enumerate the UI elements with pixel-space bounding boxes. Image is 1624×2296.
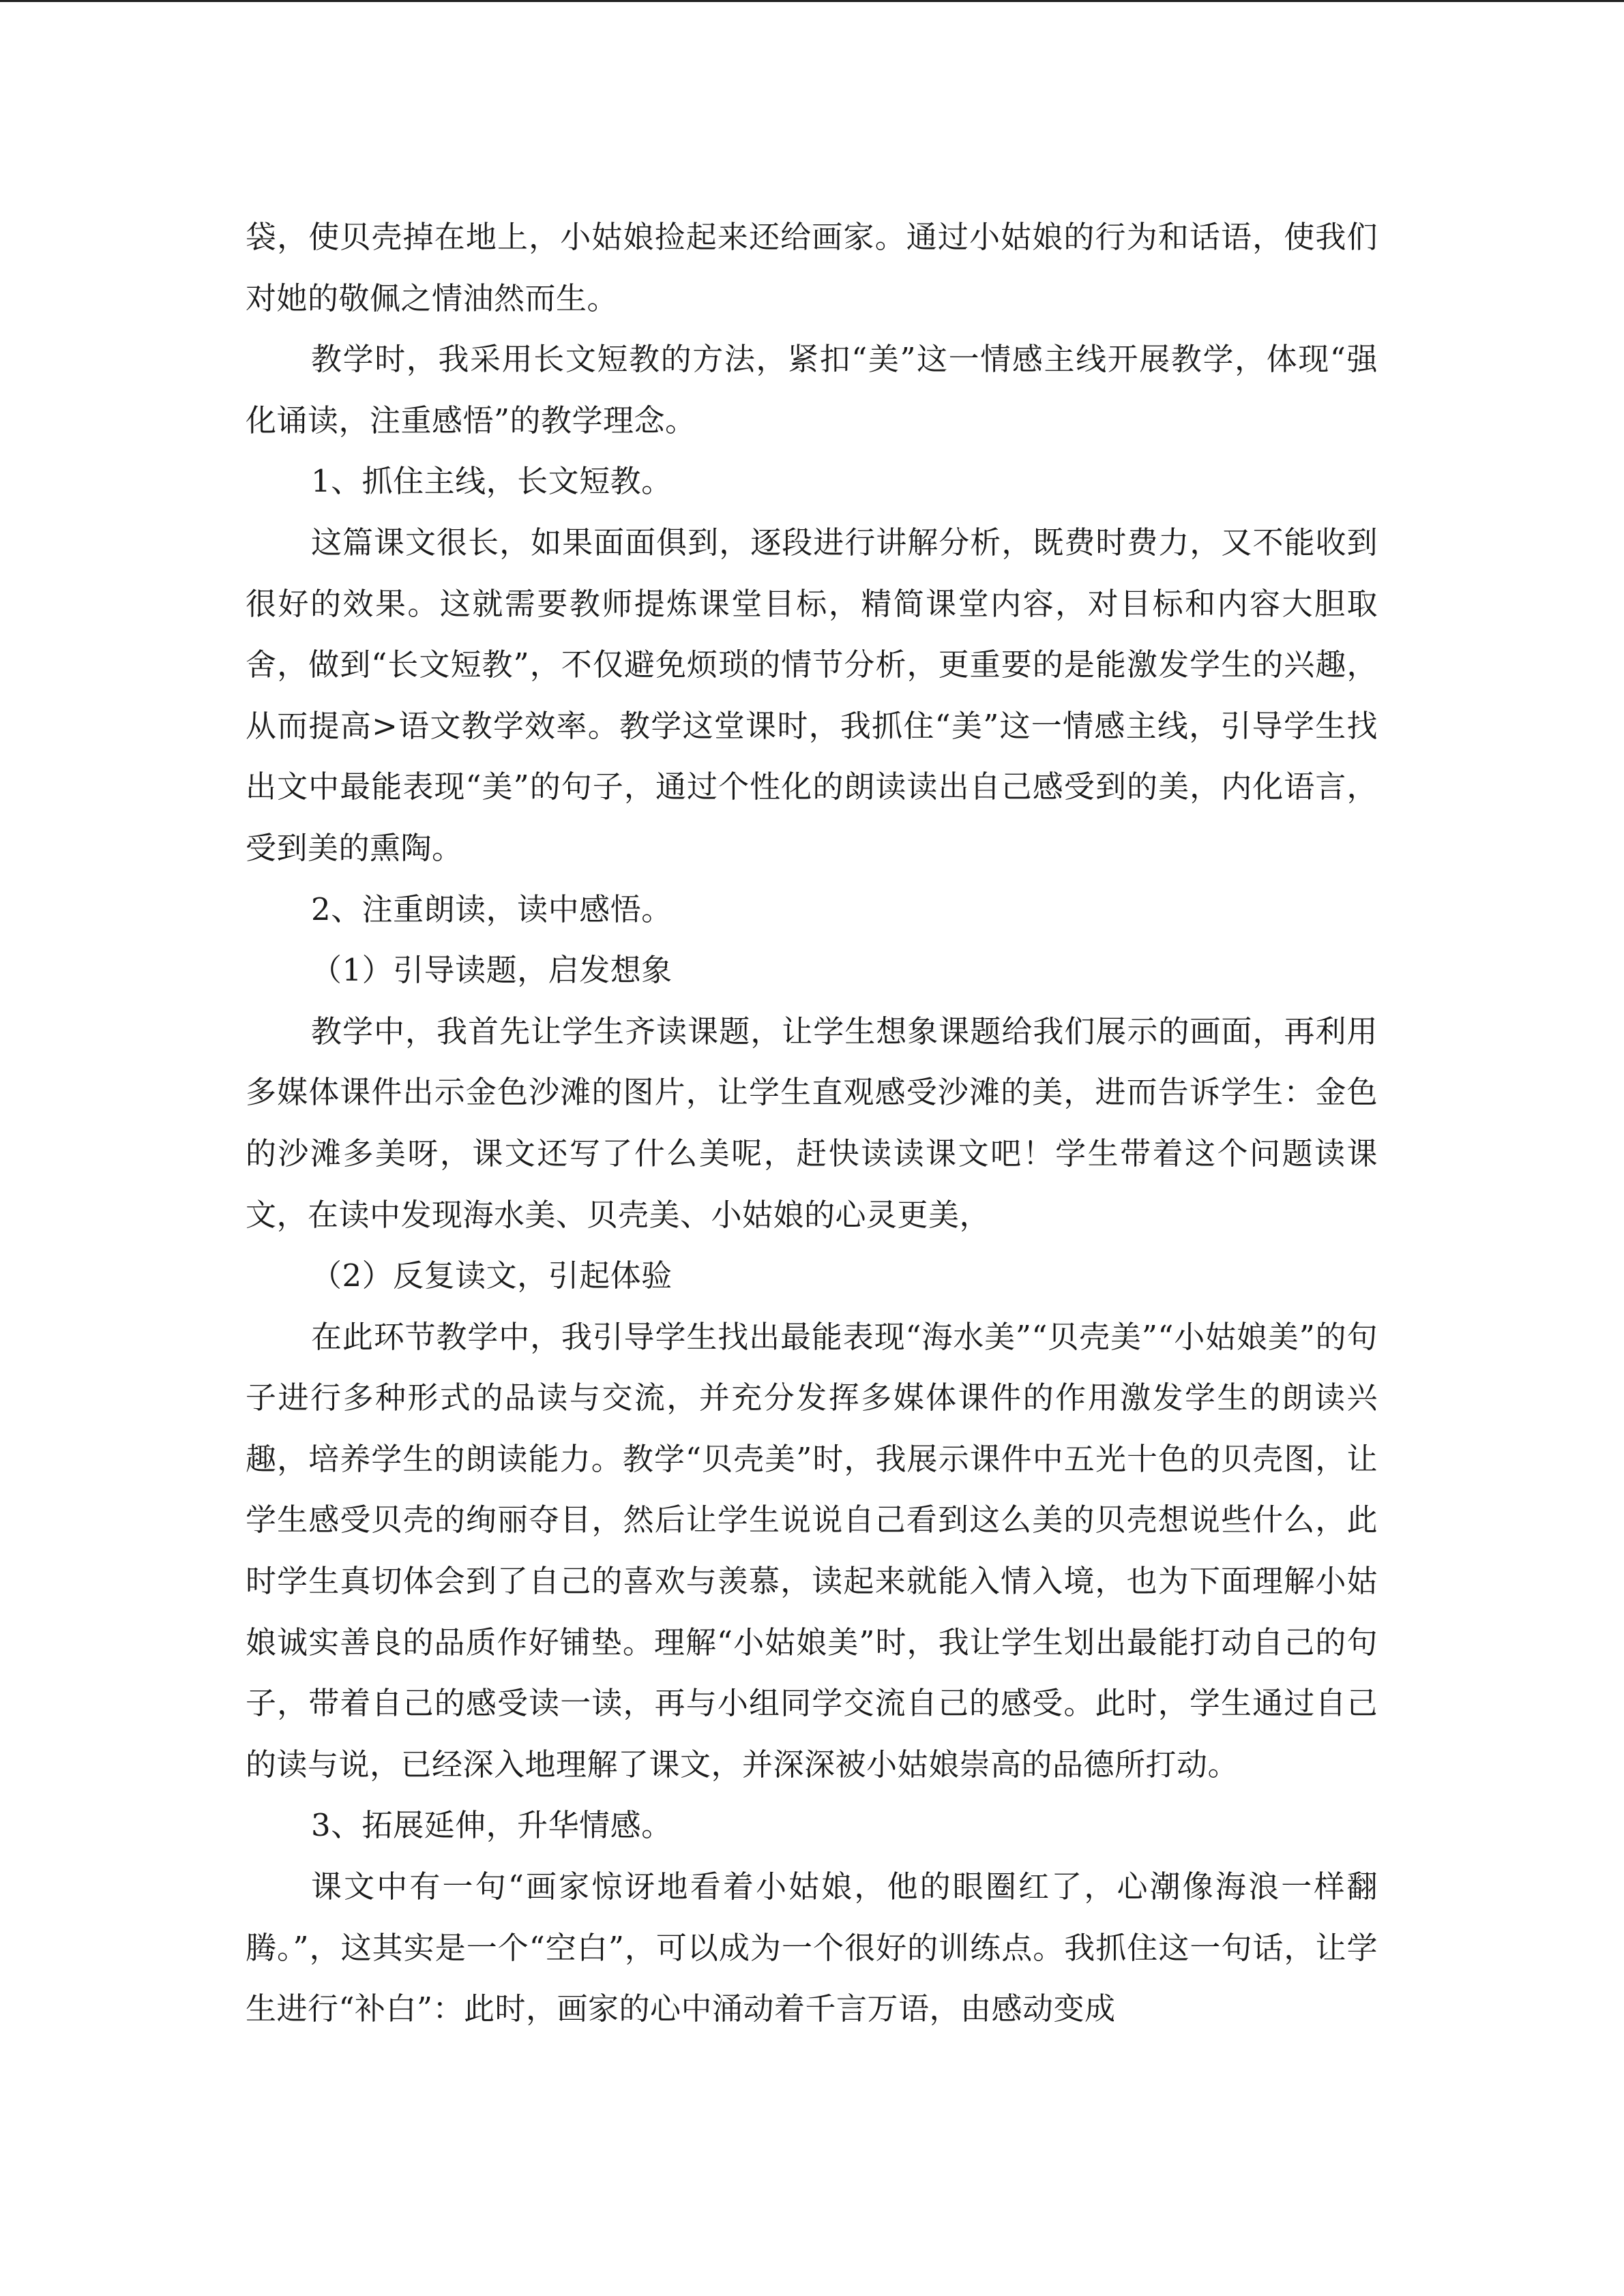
heading-section-3: 3、拓展延伸，升华情感。 [311, 1807, 673, 1844]
paragraph-subsection-2-1-body: 教学中，我首先让学生齐读课题，让学生想象课题给我们展示的画面，再利用多媒体课件出示金色沙滩的图片，让学生直观感受沙滩的美，进而告诉学生：金色的沙滩多美呀，课文还写了什么美呢，赶快读读课文吧！学生带着这个问题读课文，在读中发现海水美、贝壳美、小姑娘的心灵更美， [246, 1013, 1378, 1233]
heading-section-1: 1、抓住主线，长文短教。 [311, 463, 673, 500]
paragraph-continuation: 袋，使贝壳掉在地上，小姑娘捡起来还给画家。通过小姑娘的行为和话语，使我们对她的敬佩之情油然而生。 [246, 219, 1378, 316]
paragraph-section-1-body: 这篇课文很长，如果面面俱到，逐段进行讲解分析，既费时费力，又不能收到很好的效果。这就需要教师提炼课堂目标，精简课堂内容，对目标和内容大胆取舍，做到“长文短教”，不仅避免烦琐的情节分析，更重要的是能激发学生的兴趣，从而提高>语文教学效率。教学这堂课时，我抓住“美”这一情感主线，引导学生找出文中最能表现“美”的句子，通过个性化的朗读读出自己感受到的美，内化语言，受到美的熏陶。 [246, 524, 1378, 866]
document-body [246, 207, 1378, 2040]
heading-subsection-2-2: （2）反复读文，引起体验 [311, 1257, 673, 1294]
paragraph-teaching-method: 教学时，我采用长文短教的方法，紧扣“美”这一情感主线开展教学，体现“强化诵读，注重感悟”的教学理念。 [246, 341, 1378, 438]
paragraph-subsection-2-2-body: 在此环节教学中，我引导学生找出最能表现“海水美”“贝壳美”“小姑娘美”的句子进行多种形式的品读与交流，并充分发挥多媒体课件的作用激发学生的朗读兴趣，培养学生的朗读能力。教学“贝壳美”时，我展示课件中五光十色的贝壳图，让学生感受贝壳的绚丽夺目，然后让学生说说自己看到这么美的贝壳想说些什么，此时学生真切体会到了自己的喜欢与羡慕，读起来就能入情入境，也为下面理解小姑娘诚实善良的品质作好铺垫。理解“小姑娘美”时，我让学生划出最能打动自己的句子，带着自己的感受读一读，再与小组同学交流自己的感受。此时，学生通过自己的读与说，已经深入地理解了课文，并深深被小姑娘崇高的品德所打动。 [246, 1318, 1378, 1783]
paragraph-section-3-body: 课文中有一句“画家惊讶地看着小姑娘，他的眼圈红了，心潮像海浪一样翻腾。”，这其实是一个“空白”，可以成为一个很好的训练点。我抓住这一句话，让学生进行“补白”：此时，画家的心中涌动着千言万语，由感动变成 [246, 1868, 1378, 2027]
heading-subsection-2-1: （1）引导读题，启发想象 [311, 952, 673, 989]
heading-section-2: 2、注重朗读，读中感悟。 [311, 891, 673, 927]
